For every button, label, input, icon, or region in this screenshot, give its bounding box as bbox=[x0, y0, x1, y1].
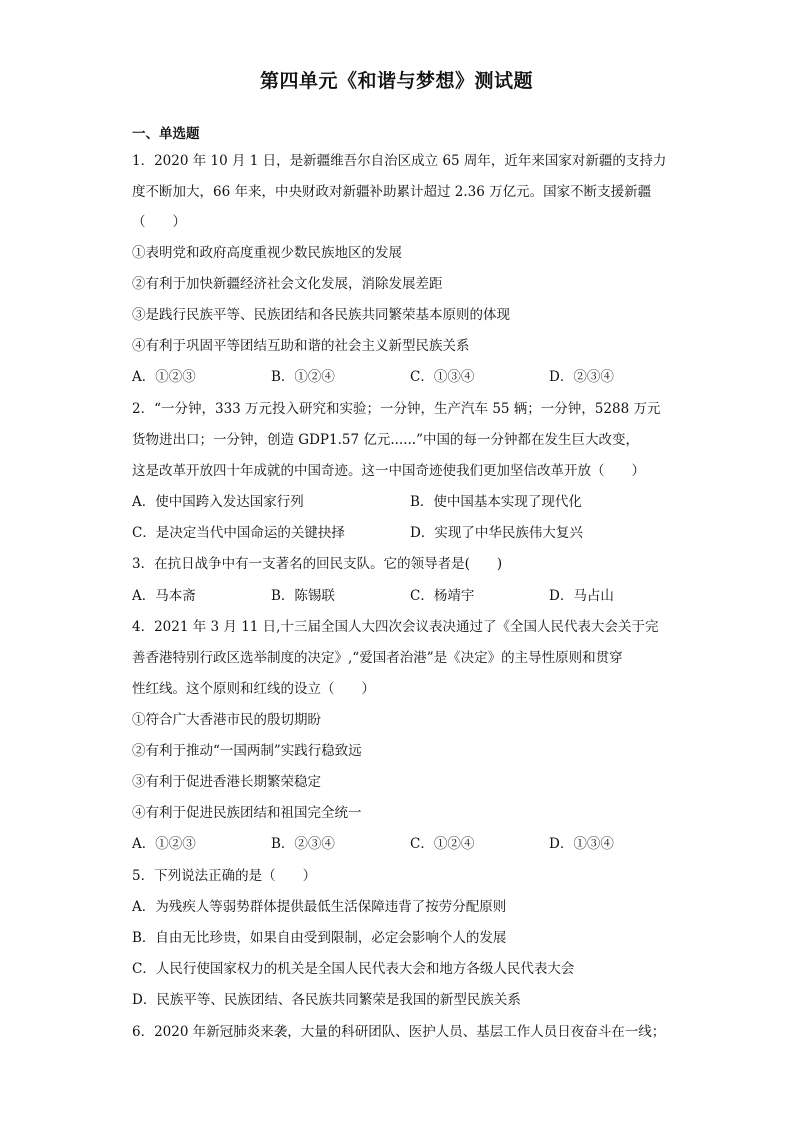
q4-statement-3: ③有利于促进香港长期繁荣稳定 bbox=[132, 774, 321, 790]
q1-stem-line-1: 1．2020 年 10 月 1 日，是新疆维吾尔自治区成立 65 周年，近年来国家对新疆的支持力 bbox=[132, 153, 667, 169]
q2-stem-line-2: 货物进出口；一分钟，创造 GDP1.57 亿元......”中国的每一分钟都在发生巨大改变， bbox=[132, 432, 639, 448]
q1-statement-4: ④有利于巩固平等团结互助和谐的社会主义新型民族关系 bbox=[132, 338, 470, 354]
q4-option-a[interactable]: A．①②③ bbox=[132, 836, 196, 852]
q4-statement-2: ②有利于推动“一国两制”实践行稳致远 bbox=[132, 743, 362, 759]
q2-option-a[interactable]: A．使中国跨入发达国家行列 bbox=[132, 494, 304, 510]
q4-option-d[interactable]: D．①③④ bbox=[549, 836, 614, 852]
q4-option-c[interactable]: C．①②④ bbox=[410, 836, 475, 852]
q2-option-c[interactable]: C．是决定当代中国命运的关键抉择 bbox=[132, 525, 345, 541]
q5-option-a[interactable]: A．为残疾人等弱势群体提供最低生活保障违背了按劳分配原则 bbox=[132, 899, 507, 915]
q4-option-b[interactable]: B．②③④ bbox=[271, 836, 335, 852]
q1-statement-2: ②有利于加快新疆经济社会文化发展，消除发展差距 bbox=[132, 276, 443, 292]
q1-statement-3: ③是践行民族平等、民族团结和各民族共同繁荣基本原则的体现 bbox=[132, 307, 510, 323]
q1-statement-1: ①表明党和政府高度重视少数民族地区的发展 bbox=[132, 245, 402, 261]
q1-option-c[interactable]: C．①③④ bbox=[410, 369, 475, 385]
q1-option-b[interactable]: B．①②④ bbox=[271, 369, 335, 385]
q2-stem-line-3: 这是改革开放四十年成就的中国奇迹。这一中国奇迹使我们更加坚信改革开放（ ） bbox=[132, 463, 645, 479]
q4-stem-line-2: 善香港特别行政区选举制度的决定》,“爱国者治港”是《决定》的主导性原则和贯穿 bbox=[132, 650, 623, 666]
q3-option-d[interactable]: D．马占山 bbox=[549, 588, 614, 604]
q4-stem-line-1: 4．2021 年 3 月 11 日,十三届全国人大四次会议表决通过了《全国人民代表大会关于完 bbox=[132, 619, 659, 635]
section-heading: 一、单选题 bbox=[132, 126, 200, 142]
q5-option-c[interactable]: C．人民行使国家权力的机关是全国人民代表大会和地方各级人民代表大会 bbox=[132, 961, 575, 977]
q1-option-d[interactable]: D．②③④ bbox=[549, 369, 614, 385]
q4-stem-line-3: 性红线。这个原则和红线的设立（ ） bbox=[132, 681, 375, 697]
q2-stem-line-1: 2．“一分钟，333 万元投入研究和实验；一分钟，生产汽车 55 辆；一分钟，5288 万元 bbox=[132, 401, 661, 417]
q5-stem-line-1: 5．下列说法正确的是（ ） bbox=[132, 868, 317, 884]
q3-option-c[interactable]: C．杨靖宇 bbox=[410, 588, 475, 604]
page-title: 第四单元《和谐与梦想》测试题 bbox=[259, 70, 533, 92]
q6-stem-line-1: 6．2020 年新冠肺炎来袭，大量的科研团队、医护人员、基层工作人员日夜奋斗在一线； bbox=[132, 1024, 666, 1040]
q5-option-b[interactable]: B．自由无比珍贵，如果自由受到限制，必定会影响个人的发展 bbox=[132, 930, 507, 946]
q1-stem-line-2: 度不断加大，66 年来，中央财政对新疆补助累计超过 2.36 万亿元。国家不断支援新疆 bbox=[132, 184, 652, 200]
q3-stem-line-1: 3．在抗日战争中有一支著名的回民支队。它的领导者是( ) bbox=[132, 556, 503, 572]
q1-stem-line-3: （ ） bbox=[132, 214, 186, 230]
q4-statement-4: ④有利于促进民族团结和祖国完全统一 bbox=[132, 805, 362, 821]
q3-option-b[interactable]: B．陈锡联 bbox=[271, 588, 335, 604]
q3-option-a[interactable]: A．马本斋 bbox=[132, 588, 196, 604]
q1-option-a[interactable]: A．①②③ bbox=[132, 369, 196, 385]
q4-statement-1: ①符合广大香港市民的殷切期盼 bbox=[132, 712, 321, 728]
q2-option-b[interactable]: B．使中国基本实现了现代化 bbox=[410, 494, 582, 510]
q5-option-d[interactable]: D．民族平等、民族团结、各民族共同繁荣是我国的新型民族关系 bbox=[132, 992, 521, 1008]
q2-option-d[interactable]: D．实现了中华民族伟大复兴 bbox=[410, 525, 583, 541]
